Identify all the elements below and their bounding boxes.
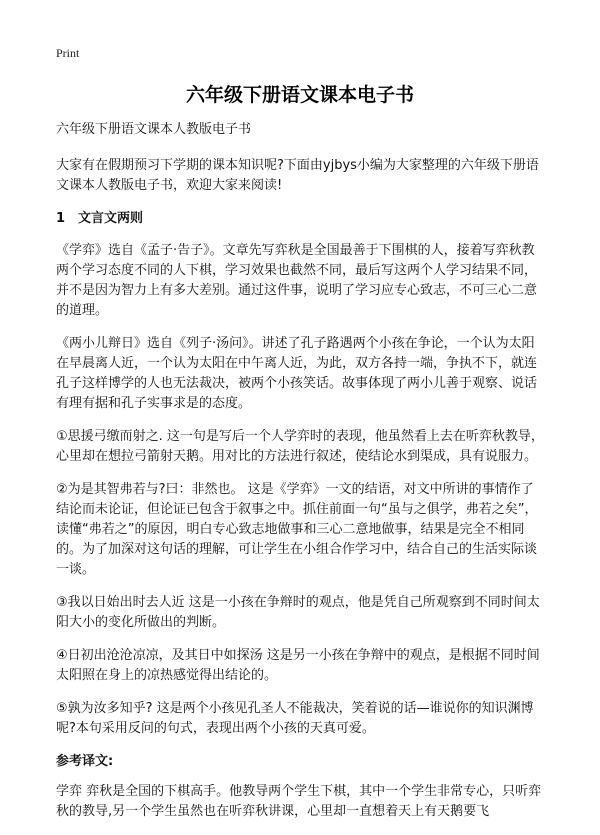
body-paragraph: 《学弈》选自《孟子·告子》。文章先写弈秋是全国最善于下围棋的人，接着写弈秋教两个学习态度不同的人下棋，学习效果也截然不同，最后写这两个人学习结果不同，并不是因为智力上有多大差别。通过这件事，说明了学习应专心致志，不可三心二意的道理。: [56, 243, 538, 318]
page-title: 六年级下册语文课本电子书: [185, 84, 414, 106]
print-link[interactable]: Print: [56, 46, 80, 60]
body-paragraph: ②为是其智弗若与?曰：非然也。 这是《学弈》一文的结语，对文中所讲的事情作了结论而未论证，但论证已包含于叙事之中。抓住前面一句“虽与之俱学，弗若之矣”，读懂“弗若之”的原因，明白专心致志地做事和三心二意地做事，结果是完全不相同的。为了加深对这句话的理解，可让学生在小组合作学习中，结合自己的生活实际谈一谈。: [56, 482, 538, 577]
body-paragraph: ④日初出沧沧凉凉，及其日中如探汤 这是另一小孩在争辩中的观点，是根据不同时间太阳照在身上的凉热感觉得出结论的。: [56, 648, 540, 683]
reference-heading: 参考译文:: [56, 754, 114, 769]
intro-paragraph: 大家有在假期预习下学期的课本知识呢?下面由yjbys小编为大家整理的六年级下册语文课本人教版电子书，欢迎大家来阅读!: [56, 158, 539, 193]
body-paragraph: ③我以日始出时去人近 这是一小孩在争辩时的观点，他是凭自己所观察到不同时间太阳大小的变化所做出的判断。: [56, 595, 540, 630]
document-subtitle: 六年级下册语文课本人教版电子书: [56, 122, 252, 137]
section-number: 1: [56, 211, 66, 226]
body-paragraph: ⑤孰为汝多知乎? 这是两个小孩见孔圣人不能裁决，笑着说的话—谁说你的知识渊博呢?本句采用反问的句式，表现出两个小孩的天真可爱。: [56, 701, 534, 736]
document-body: [56, 120, 546, 835]
reference-text: 学弈 弈秋是全国的下棋高手。他教导两个学生下棋，其中一个学生非常专心，只听弈秋的教导,另一个学生虽然也在听弈秋讲课，心里却一直想着天上有天鹅要飞: [56, 784, 542, 819]
section-title: 文言文两则: [78, 211, 144, 226]
section-heading: [56, 209, 546, 229]
body-paragraph: ①思援弓缴而射之. 这一句是写后一个人学弈时的表现，他虽然看上去在听弈秋教导，心里却在想拉弓箭射天鹅。用对比的方法进行叙述，使结论水到渠成，具有说服力。: [56, 429, 544, 464]
body-paragraph: 《两小儿辩日》选自《列子·汤问》。讲述了孔子路遇两个小孩在争论，一个认为太阳在早晨离人近，一个认为太阳在中午离人近，为此，双方各持一端，争执不下，就连孔子这样博学的人也无法裁决，被两个小孩笑话。故事体现了两小儿善于观察、说话有理有据和孔子实事求是的态度。: [56, 336, 538, 411]
